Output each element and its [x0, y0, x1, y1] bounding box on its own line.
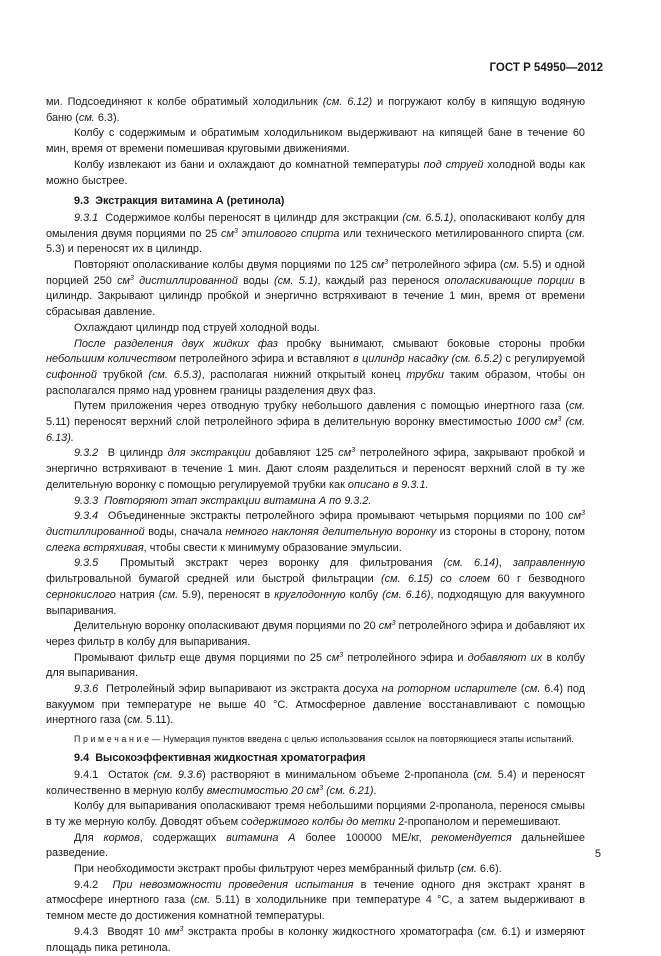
paragraph: 9.3.2 В цилиндр для экстракции добавляют 125 $см^3$ петролейного эфира, закрывают пробкой и энергично встряхивают в течение 1 мин. Дают слоям разделиться и переносят верхний слой в ту же делительную воронку с помощью регулируемой трубки как описано в 9.3.1.	[46, 447, 586, 491]
page-number: 5	[594, 848, 601, 860]
paragraph: Для кормов, содержащих витамина А более 100000 МЕ/кг, рекомендуется дальнейшее разведение.	[46, 831, 585, 860]
paragraph: 9.3.4 Объединенные экстракты петролейного эфира промывают четырьмя порциями по 100 $см^3$ дистиллированной воды, сначала немного наклоняя делительную воронку из стороны в сторону, потом слегка встряхивая, чтобы свести к минимуму образование эмульсии.	[46, 510, 585, 554]
document-body	[46, 95, 585, 956]
paragraph: Колбу извлекают из бани и охлаждают до комнатной температуры под струей холодной воды как можно быстрее.	[46, 158, 585, 187]
section-heading: 9.3 Экстракция витамина А (ретинола)	[74, 195, 285, 208]
paragraph: Колбу для выпаривания ополаскивают тремя небольшими порциями 2-пропанола, перенося смывы в ту же мерную колбу. Доводят объем содержимого колбы до метки 2-пропанолом и перемешивают.	[46, 800, 585, 828]
paragraph: Повторяют ополаскивание колбы двумя порциями по 125 $см^3$ петролейного эфира (см. 5.5) и одной порцией 250 $см^3$ дистиллированной воды (см. 5.1), каждый раз перенося ополаскивающие порции в цилиндр. Закрывают цилиндр пробкой и энергично встряхивают в течение 1 мин, время от времени сбрасывая давление.	[46, 259, 586, 319]
paragraph: 9.3.3 Повторяют этап экстракции витамина А по 9.3.2.	[74, 494, 372, 507]
paragraph: 9.3.5 Промытый экстракт через воронку для фильтрования (см. 6.14), заправленную фильтровальной бумагой средней или быстрой фильтрации (см. 6.15) со слоем 60 г безводного сернокислого натрия (см. 5.9), переносят в круглодонную колбу (см. 6.16), подходящую для вакуумного выпаривания.	[46, 557, 586, 617]
paragraph: 9.4.1 Остаток (см. 9.3.6) растворяют в минимальном объеме 2-пропанола (см. 5.4) и переносят количественно в мерную колбу вместимостью 20 $см^3$ (см. 6.21).	[46, 768, 585, 797]
paragraph: 9.3.6 Петролейный эфир выпаривают из экстракта досуха на роторном испарителе (см. 6.4) под вакуумом при температуре не выше 40 °С. Атмосферное давление восстанавливают с помощью инертного газа (см. 5.11).	[46, 683, 586, 727]
paragraph: 9.4.3 Вводят 10 $мм^3$ экстракта пробы в колонку жидкостного хроматографа (см. 6.1) и измеряют площадь пика ретинола.	[46, 925, 585, 954]
paragraph: 9.3.1 Содержимое колбы переносят в цилиндр для экстракции (см. 6.5.1), ополаскивают колбу для омыления двумя порциями по 25 $см^3$ этилового спирта или технического метилированного спирта (см. 5.3) и переносят их в цилиндр.	[46, 211, 585, 256]
paragraph: После разделения двух жидких фаз пробку вынимают, смывают боковые стороны пробки небольшим количеством петролейного эфира и вставляют в цилиндр насадку (см. 6.5.2) с регулируемой сифонной трубкой (см. 6.5.3), располагая нижний открытый конец трубки таким образом, чтобы он располагался прямо над уровнем границы разделения двух фаз.	[46, 337, 586, 397]
paragraph: Путем приложения через отводную трубку небольшого давления с помощью инертного газа (см. 5.11) переносят верхний слой петролейного эфира в делительную воронку вместимостью 1000 $см^3$ (см. 6.13).	[46, 400, 586, 444]
paragraph: 9.4.2 При невозможности проведения испытания в течение одного дня экстракт хранят в атмосфере инертного газа (см. 5.11) в холодильнике при температуре 4 °С, а затем выдерживают в темном месте до достижения комнатной температуры.	[46, 878, 586, 923]
paragraph: Промывают фильтр еще двумя порциями по 25 $см^3$ петролейного эфира и добавляют их в колбу для выпаривания.	[46, 651, 585, 680]
section-heading: 9.4 Высокоэффективная жидкостная хроматография	[74, 752, 366, 765]
document-header: ГОСТ Р 54950—2012	[489, 62, 603, 74]
paragraph: Охлаждают цилиндр под струей холодной воды.	[74, 321, 320, 334]
paragraph: Колбу с содержимым и обратимым холодильником выдерживают на кипящей бане в течение 60 мин, время от времени помешивая круговыми движениями.	[46, 127, 585, 156]
paragraph: ми. Подсоединяют к колбе обратимый холодильник (см. 6.12) и погружают колбу в кипящую водяную баню (см. 6.3).	[46, 96, 585, 124]
paragraph: Делительную воронку ополаскивают двумя порциями по 20 $см^3$ петролейного эфира и добавляют их через фильтр в колбу для выпаривания.	[46, 620, 585, 648]
paragraph: При необходимости экстракт пробы фильтруют через мембранный фильтр (см. 6.6).	[74, 863, 502, 876]
note: П р и м е ч а н и е — Нумерация пунктов введена с целью использования ссылок на повторяющиеся этапы испытаний.	[74, 734, 574, 745]
